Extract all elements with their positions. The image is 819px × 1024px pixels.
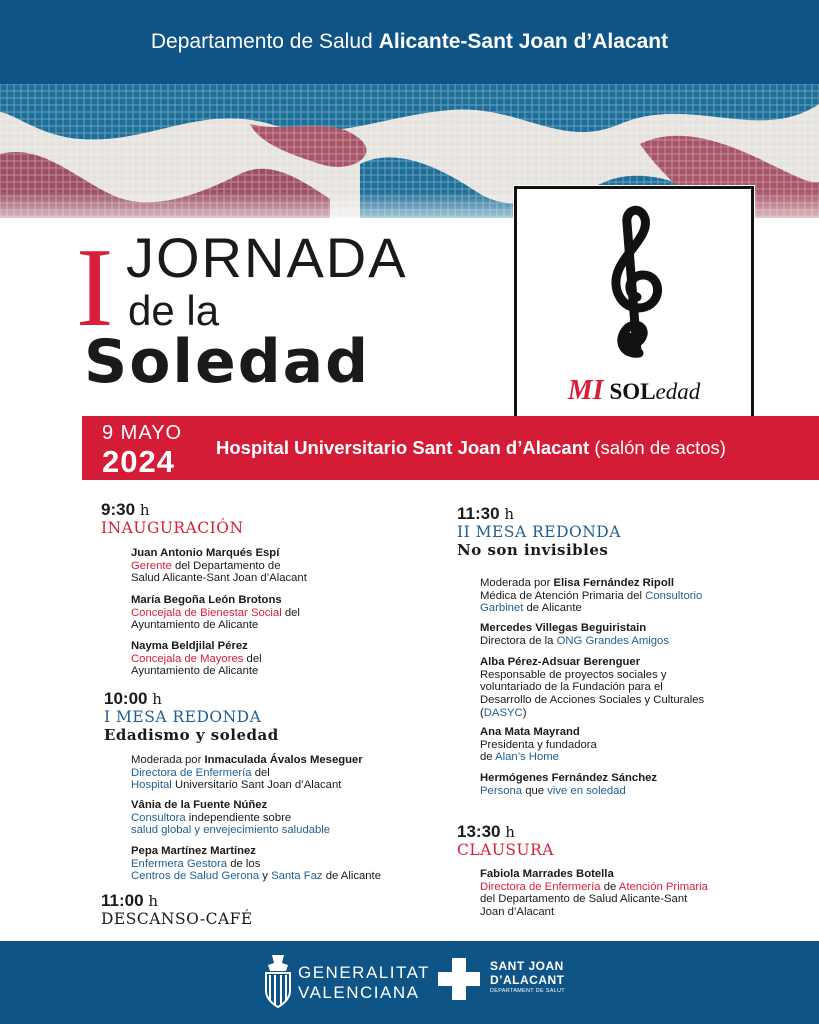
time-1000: 10:00 h [104, 689, 162, 708]
event-venue [216, 437, 726, 459]
speaker-perez-adsuar: Alba Pérez-Adsuar Berenguer Responsable de proyectos sociales y voluntariado de la Fundación para el Desarrollo de Acciones Sociales y Culturales (DASYC) [480, 656, 705, 719]
logo-edad: edad [655, 379, 701, 404]
logo-sol: SOL [609, 379, 656, 404]
speaker-hermogenes: Hermógenes Fernández Sánchez Persona que vive en soledad [480, 772, 658, 797]
title-soledad: Soledad [84, 327, 371, 397]
section-inauguracion: INAUGURACIÓN [101, 519, 244, 537]
speaker-villegas: Mercedes Villegas Beguiristain Directora de la ONG Grandes Amigos [480, 622, 669, 647]
generalitat-wordmark: GENERALITAT VALENCIANA [298, 963, 431, 1002]
event-month: 9 MAYO [102, 422, 183, 444]
speaker-fuente: Vânia de la Fuente Núñez Consultora independiente sobre salud global y envejecimiento saludable [131, 799, 331, 837]
title-ordinal: I [76, 226, 114, 350]
speaker-fernandez-ripoll: Moderada por Elisa Fernández Ripoll Médica de Atención Primaria del Consultorio Garbinet de Alicante [480, 577, 703, 615]
event-year: 2024 [102, 444, 175, 479]
time-1100: 11:00 h [101, 891, 158, 910]
time-1130: 11:30 h [457, 504, 514, 523]
time-0930: 9:30 h [101, 500, 150, 519]
header-department-name: Alicante-Sant Joan d’Alacant [378, 30, 669, 53]
generalitat-shield-icon [258, 953, 298, 1009]
mi-soledad-logo [514, 186, 754, 426]
speaker-martinez: Pepa Martínez Martínez Enfermera Gestora de los Centros de Salud Gerona y Santa Faz de Alicante [131, 845, 381, 883]
time-1330: 13:30 h [457, 822, 515, 841]
speaker-mata: Ana Mata Mayrand Presidenta y fundadora de Alan’s Home [480, 726, 597, 764]
header-bar [0, 0, 819, 84]
title-de-la: de la [128, 287, 220, 334]
venue-name: Hospital Universitario Sant Joan d’Alacant [216, 437, 590, 458]
speaker-avalos: Moderada por Inmaculada Ávalos Meseguer Directora de Enfermería del Hospital Universitario Sant Joan d’Alacant [131, 754, 363, 792]
section-mesa-2: II MESA REDONDA [457, 523, 621, 541]
footer-bar [0, 941, 819, 1024]
title-jornada: JORNADA [126, 226, 408, 289]
treble-clef-icon [597, 203, 677, 363]
speaker-marrades: Fabiola Marrades Botella Directora de Enfermería de Atención Primaria del Departamento de Salud Alicante-Sant Joan d’Alacant [480, 868, 708, 918]
section-descanso: DESCANSO-CAFÉ [101, 910, 253, 928]
speaker-beldjilal: Nayma Beldjilal Pérez Concejala de Mayores del Ayuntamiento de Alicante [131, 640, 262, 678]
venue-note: (salón de actos) [594, 437, 726, 458]
speaker-leon: María Begoña León Brotons Concejala de Bienestar Social del Ayuntamiento de Alicante [131, 594, 300, 632]
logo-wordmark [517, 375, 751, 407]
sant-joan-wordmark: SANT JOAN D’ALACANT DEPARTAMENT DE SALUT [490, 959, 565, 994]
speaker-marques: Juan Antonio Marqués Espí Gerente del Departamento de Salud Alicante-Sant Joan d’Alacant [131, 547, 307, 585]
medical-cross-icon [437, 957, 481, 1001]
section-mesa-1-subtitle: Edadismo y soledad [104, 726, 279, 744]
section-mesa-2-subtitle: No son invisibles [457, 541, 609, 559]
logo-mi: MI [567, 375, 604, 406]
section-mesa-1: I MESA REDONDA [104, 708, 262, 726]
section-clausura: CLAUSURA [457, 841, 554, 859]
header-prefix: Departamento de Salud [150, 30, 373, 53]
date-venue-band [82, 416, 819, 480]
